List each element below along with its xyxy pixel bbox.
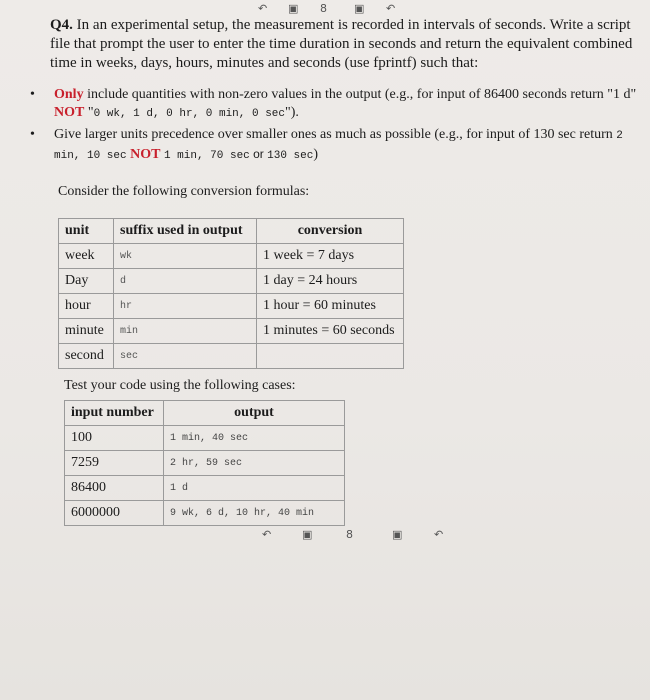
table-row — [65, 476, 345, 501]
bullet-text: include quantities with non-zero values in the output (e.g., for input of 86400 seconds return "1 d" — [83, 87, 637, 102]
watermark-icon: 8 — [320, 2, 327, 15]
table-row — [65, 451, 345, 476]
watermark-icon: ↶ — [434, 528, 444, 541]
column-header: output — [164, 401, 345, 426]
table-cell: 1 hour = 60 minutes — [257, 294, 404, 319]
table-cell: 86400 — [65, 476, 164, 501]
table-cell: 1 min, 40 sec — [164, 426, 345, 451]
table-cell: 100 — [65, 426, 164, 451]
table-cell — [257, 344, 404, 369]
table-row — [59, 269, 404, 294]
bottom-watermark-marks — [0, 528, 650, 544]
bullet-text: " — [84, 105, 94, 120]
table-cell: week — [59, 244, 114, 269]
bullet-icon: • — [30, 127, 35, 142]
table-cell: 1 day = 24 hours — [257, 269, 404, 294]
column-header: input number — [65, 401, 164, 426]
watermark-icon: ↶ — [386, 2, 396, 15]
column-header: conversion — [257, 219, 404, 244]
emphasis-not: NOT — [54, 105, 85, 120]
emphasis-only: Only — [54, 87, 84, 102]
emphasis-not: NOT — [130, 147, 161, 162]
bullet-text: "). — [285, 105, 299, 120]
table-cell: min — [114, 319, 257, 344]
list-item — [30, 86, 640, 123]
watermark-icon: ▣ — [288, 2, 299, 15]
table-cell: 6000000 — [65, 501, 164, 526]
table-cell: hour — [59, 294, 114, 319]
test-cases-table — [64, 400, 345, 526]
table-cell: second — [59, 344, 114, 369]
table-cell: wk — [114, 244, 257, 269]
code-snippet: 1 min, 70 sec — [163, 150, 250, 162]
table-cell: 7259 — [65, 451, 164, 476]
watermark-icon: ↶ — [258, 2, 268, 15]
watermark-icon: 8 — [346, 528, 353, 541]
list-item — [30, 126, 640, 165]
table-row — [59, 294, 404, 319]
table-row — [59, 244, 404, 269]
column-header: unit — [59, 219, 114, 244]
table-cell: sec — [114, 344, 257, 369]
table-cell: hr — [114, 294, 257, 319]
table-cell: d — [114, 269, 257, 294]
table-cell: 1 d — [164, 476, 345, 501]
table-cell: 2 hr, 59 sec — [164, 451, 345, 476]
code-snippet: 130 sec — [267, 150, 314, 162]
question-number: Q4. — [50, 17, 73, 33]
table-cell: Day — [59, 269, 114, 294]
bullet-text: ) — [313, 147, 319, 162]
test-intro: Test your code using the following cases: — [64, 378, 296, 393]
question-text — [50, 16, 642, 73]
table-cell: minute — [59, 319, 114, 344]
watermark-icon: ▣ — [302, 528, 313, 541]
watermark-icon: ↶ — [262, 528, 272, 541]
code-snippet: 0 wk, 1 d, 0 hr, 0 min, 0 sec — [93, 108, 285, 120]
table-row — [59, 344, 404, 369]
table-header-row — [65, 401, 345, 426]
requirements-list — [30, 86, 640, 168]
table-row — [65, 426, 345, 451]
code-snippet: 2 min, 10 sec — [54, 130, 623, 162]
table-cell: 1 minutes = 60 seconds — [257, 319, 404, 344]
question-body: In an experimental setup, the measurement is recorded in intervals of seconds. Write a script file that prompt the user to enter the time duration in seconds and return the equivalent combined time in weeks, days, hours, minutes and seconds (use fprintf) such that: — [50, 17, 633, 71]
column-header: suffix used in output — [114, 219, 257, 244]
bullet-text: Give larger units precedence over smaller ones as much as possible (e.g., for input of 130 sec return — [54, 127, 617, 142]
watermark-icon: ▣ — [354, 2, 365, 15]
table-cell: 1 week = 7 days — [257, 244, 404, 269]
watermark-icon: ▣ — [392, 528, 403, 541]
table-header-row — [59, 219, 404, 244]
table-cell: 9 wk, 6 d, 10 hr, 40 min — [164, 501, 345, 526]
conversion-table — [58, 218, 404, 369]
conversion-intro: Consider the following conversion formulas: — [58, 184, 310, 199]
table-row — [65, 501, 345, 526]
bullet-icon: • — [30, 87, 35, 102]
bullet-text: or — [249, 147, 268, 161]
table-row — [59, 319, 404, 344]
